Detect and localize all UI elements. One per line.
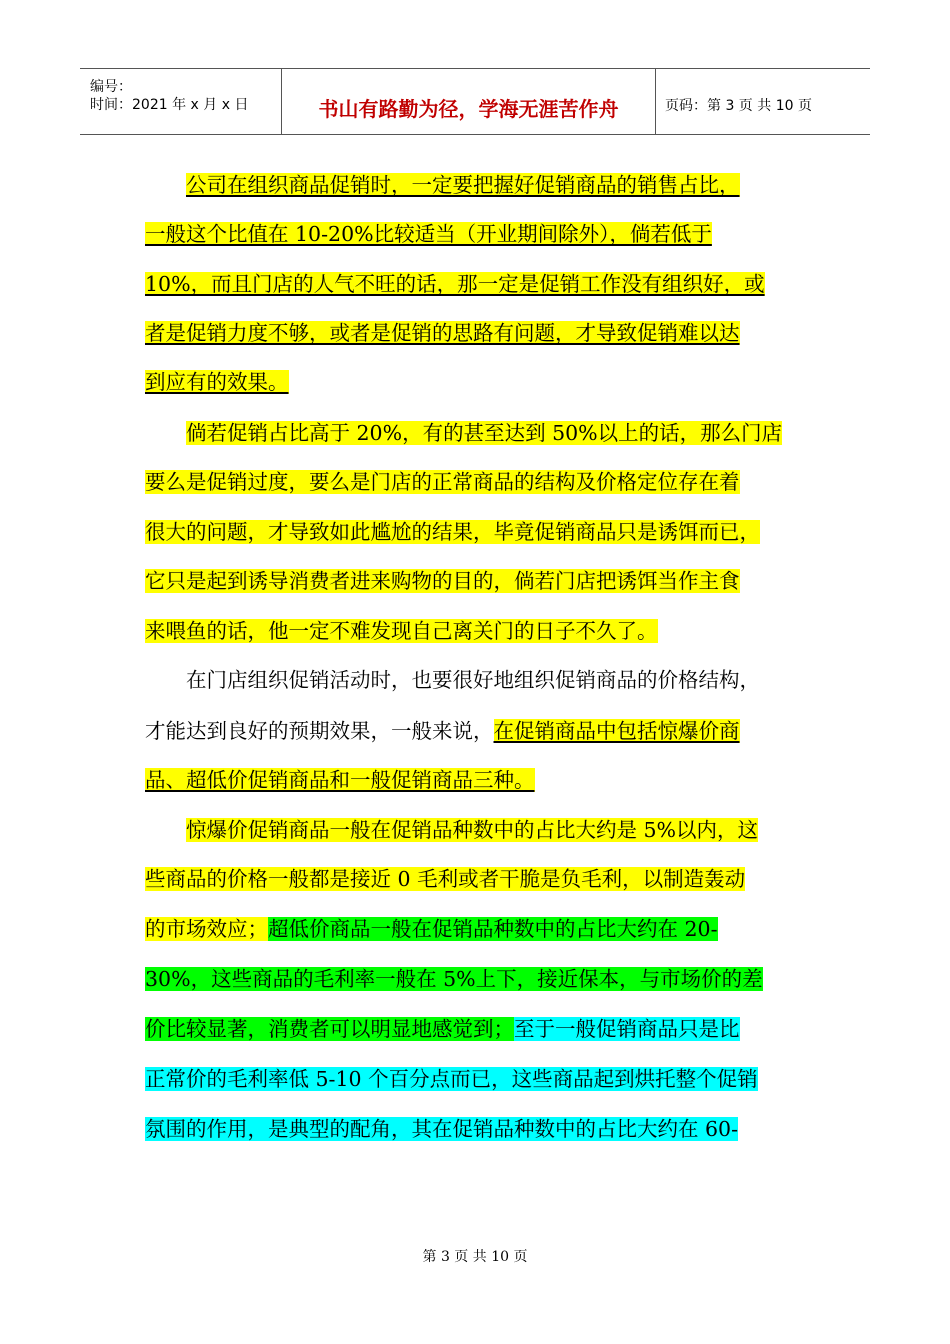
body-line (145, 717, 740, 745)
body-line (186, 171, 740, 199)
text-segment: 者是促销力度不够，或者是促销的思路有问题，才导致促销难以达 (145, 321, 740, 345)
text-segment: 公司在组织商品促销时，一定要把握好促销商品的销售占比， (186, 173, 740, 197)
page-header (80, 68, 870, 135)
body-line (145, 1115, 738, 1143)
body-line (145, 567, 740, 595)
body-line (145, 518, 760, 546)
text-segment: 惊爆价促销商品一般在促销品种数中的占比大约是 5%以内，这 (186, 818, 759, 842)
body-line (145, 1065, 758, 1093)
body-line (145, 319, 740, 347)
header-motto-cell (281, 69, 656, 134)
doc-number-label: 编号： (90, 79, 132, 95)
header-page-cell (655, 69, 870, 134)
text-segment: 品、超低价促销商品和一般促销商品三种。 (145, 768, 535, 792)
motto: 书山有路勤为径，学海无涯苦作舟 (318, 97, 619, 121)
text-segment: 来喂鱼的话，他一定不难发现自己离关门的日子不久了。 (145, 619, 658, 643)
text-segment: 倘若促销占比高于 20%，有的甚至达到 50%以上的话，那么门店 (186, 421, 783, 445)
text-segment: 氛围的作用，是典型的配角，其在促销品种数中的占比大约在 60- (145, 1117, 739, 1141)
body-line (145, 915, 718, 943)
page-footer: 第 3 页 共 10 页 (422, 1249, 528, 1265)
body-line (145, 270, 765, 298)
body-line (145, 468, 740, 496)
text-segment: 它只是起到诱导消费者进来购物的目的，倘若门店把诱饵当作主食 (145, 569, 740, 593)
text-segment: 一般这个比值在 10-20%比较适当（开业期间除外），倘若低于 (145, 222, 712, 246)
body-line (145, 865, 745, 893)
body-line (186, 816, 758, 844)
text-segment: 很大的问题，才导致如此尴尬的结果，毕竟促销商品只是诱饵而已， (145, 520, 760, 544)
body-line (186, 666, 760, 694)
text-segment: 30%，这些商品的毛利率一般在 5%上下，接近保本，与市场价的差 (145, 967, 763, 991)
text-segment: 10%，而且门店的人气不旺的话，那一定是促销工作没有组织好，或 (145, 272, 765, 296)
text-segment: 超低价商品一般在促销品种数中的占比大约在 20- (268, 917, 718, 941)
text-segment: 的市场效应； (145, 917, 268, 941)
body-line (145, 368, 289, 396)
page-number-label: 页码：第 3 页 共 10 页 (665, 98, 812, 114)
body-line (145, 220, 712, 248)
text-segment: 到应有的效果。 (145, 370, 289, 394)
text-segment: 正常价的毛利率低 5-10 个百分点而已，这些商品起到烘托整个促销 (145, 1067, 758, 1091)
text-segment: 些商品的价格一般都是接近 0 毛利或者干脆是负毛利，以制造轰动 (145, 867, 746, 891)
body-line (186, 419, 782, 447)
date-label: 时间：2021 年 x 月 x 日 (90, 97, 249, 113)
text-segment: 要么是促销过度，要么是门店的正常商品的结构及价格定位存在着 (145, 470, 740, 494)
text-segment: 至于一般促销商品只是比 (514, 1017, 740, 1041)
header-meta-cell (80, 69, 281, 134)
text-segment: 在促销商品中包括惊爆价商 (493, 719, 740, 743)
text-segment: 在门店组织促销活动时，也要很好地组织促销商品的价格结构， (186, 668, 760, 692)
body-line (145, 965, 763, 993)
text-segment: 价比较显著，消费者可以明显地感觉到； (145, 1017, 514, 1041)
body-line (145, 617, 658, 645)
text-segment: 才能达到良好的预期效果，一般来说， (145, 719, 494, 743)
body-line (145, 766, 535, 794)
body-line (145, 1015, 740, 1043)
